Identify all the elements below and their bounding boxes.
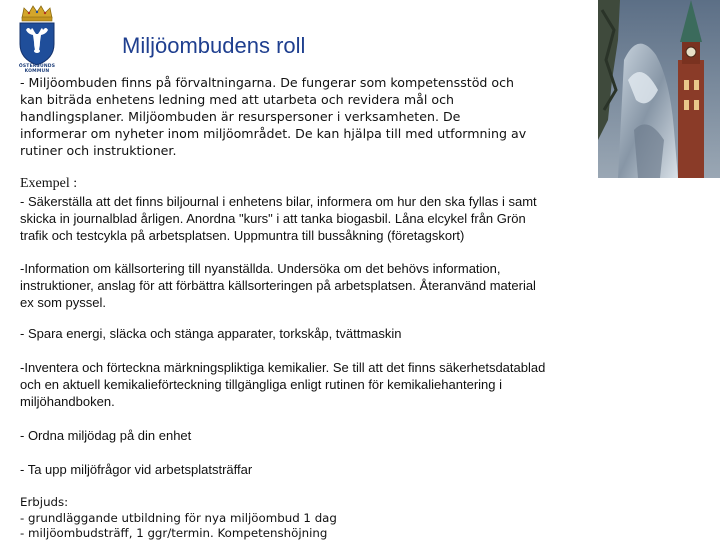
logo-caption: ÖSTERSUNDS KOMMUN <box>18 64 56 74</box>
example-item: - Spara energi, släcka och stänga apparater, torkskåp, tvättmaskin <box>20 326 402 341</box>
offerings-paragraph: Erbjuds: - grundläggande utbildning för nya miljöombud 1 dag - miljöombudsträff, 1 ggr/termin. Kompetenshöjning <box>20 495 337 540</box>
example-item: -Inventera och förteckna märkningspliktiga kemikalier. Se till att det finns säkerhetsdatablad och en aktuell kemikalieförteckning tillgängliga enligt rutinen för kemikaliehantering i miljöhandboken. <box>20 360 546 409</box>
slide-title: Miljöombudens roll <box>122 33 306 58</box>
example-item: -Information om källsortering till nyanställda. Undersöka om det behövs information, instruktioner, anslag för att förbättra källsorteringen på arbetsplatsen. Återanvänd material ex som pyssel. <box>20 261 536 310</box>
examples-heading: Exempel : <box>20 176 78 191</box>
example-item: - Ordna miljödag på din enhet <box>20 428 192 443</box>
coat-of-arms-icon <box>14 4 60 66</box>
city-photo <box>598 0 720 178</box>
intro-paragraph: - Miljöombuden finns på förvaltningarna. De fungerar som kompetensstöd och kan biträda enhetens ledning med att utarbeta och revidera mål och handlingsplaner. Miljöombuden är resurspersoner i verksamheten. De informerar om nyheter inom miljöområdet. De kan hjälpa till med utformning av rutiner och instruktioner. <box>20 75 527 159</box>
example-item: - Säkerställa att det finns biljournal i enhetens bilar, informera om hur den ska fyllas i samt skicka in journalblad årligen. Anordna "kurs" i att tanka biogasbil. Låna elcykel från Grön trafik och testcykla på arbetsplatsen. Uppmuntra till bussåkning (företagskort) <box>20 194 537 243</box>
example-item: - Ta upp miljöfrågor vid arbetsplatsträffar <box>20 462 253 477</box>
city-tower-photo-image <box>598 0 720 178</box>
